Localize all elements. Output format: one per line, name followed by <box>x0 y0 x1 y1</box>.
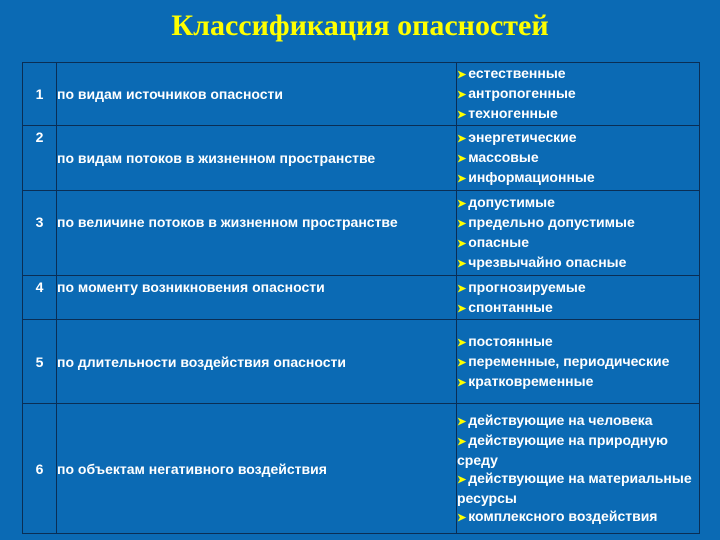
arrow-bullet-icon: ➤ <box>457 109 467 121</box>
list-item: ➤ опасные <box>457 234 529 250</box>
row-number: 5 <box>23 320 57 404</box>
row-criterion: по объектам негативного воздействия <box>57 404 457 534</box>
arrow-bullet-icon: ➤ <box>457 282 467 295</box>
row-items <box>457 126 700 191</box>
row-criterion: по моменту возникновения опасности <box>57 276 457 320</box>
table-row <box>23 63 700 126</box>
list-item: ➤ техногенные <box>457 105 558 121</box>
arrow-bullet-icon: ➤ <box>457 173 467 185</box>
row-items <box>457 404 700 534</box>
row-items <box>457 320 700 404</box>
arrow-bullet-icon: ➤ <box>457 302 467 315</box>
row-number: 3 <box>23 191 57 276</box>
list-item: ➤ предельно допустимые <box>457 214 635 230</box>
row-items <box>457 191 700 276</box>
table-row <box>23 276 700 320</box>
row-number: 2 <box>23 126 57 191</box>
arrow-bullet-icon: ➤ <box>457 376 467 389</box>
list-item: ➤ переменные, периодические <box>457 352 670 369</box>
arrow-bullet-icon: ➤ <box>457 133 467 145</box>
list-item: ➤ энергетические <box>457 129 577 145</box>
arrow-bullet-icon: ➤ <box>457 356 467 369</box>
table-row <box>23 404 700 534</box>
list-item: ➤ массовые <box>457 149 539 165</box>
list-item: ➤ постоянные <box>457 332 553 349</box>
row-number: 6 <box>23 404 57 534</box>
page-title: Классификация опасностей <box>171 9 549 42</box>
row-criterion: по видам потоков в жизненном пространстве <box>57 126 457 191</box>
list-item: ➤ допустимые <box>457 194 555 210</box>
arrow-bullet-icon: ➤ <box>457 336 467 349</box>
arrow-bullet-icon: ➤ <box>457 511 467 524</box>
list-item: ➤ естественные <box>457 65 566 81</box>
classification-table <box>22 62 700 534</box>
row-criterion: по длительности воздействия опасности <box>57 320 457 404</box>
list-item: ➤ комплексного воздействия <box>457 507 658 524</box>
arrow-bullet-icon: ➤ <box>457 473 467 486</box>
row-criterion: по видам источников опасности <box>57 63 457 126</box>
list-item: ➤ антропогенные <box>457 85 576 101</box>
arrow-bullet-icon: ➤ <box>457 153 467 165</box>
list-item: ➤ чрезвычайно опасные <box>457 254 627 270</box>
list-item: ➤ действующие на природную среду <box>457 431 668 468</box>
list-item: ➤ действующие на человека <box>457 411 653 428</box>
arrow-bullet-icon: ➤ <box>457 435 467 448</box>
table-row <box>23 191 700 276</box>
row-number: 1 <box>23 63 57 126</box>
list-item: ➤ спонтанные <box>457 298 553 315</box>
arrow-bullet-icon: ➤ <box>457 89 467 101</box>
arrow-bullet-icon: ➤ <box>457 415 467 428</box>
list-item: ➤ прогнозируемые <box>457 278 586 295</box>
row-items <box>457 63 700 126</box>
arrow-bullet-icon: ➤ <box>457 69 467 81</box>
table-row <box>23 126 700 191</box>
arrow-bullet-icon: ➤ <box>457 218 467 230</box>
table-row <box>23 320 700 404</box>
list-item: ➤ информационные <box>457 169 595 185</box>
list-item: ➤ действующие на материальные ресурсы <box>457 469 692 506</box>
arrow-bullet-icon: ➤ <box>457 198 467 210</box>
arrow-bullet-icon: ➤ <box>457 258 467 270</box>
list-item: ➤ кратковременные <box>457 372 594 389</box>
arrow-bullet-icon: ➤ <box>457 238 467 250</box>
row-items <box>457 276 700 320</box>
row-number: 4 <box>23 276 57 320</box>
row-criterion: по величине потоков в жизненном пространстве <box>57 191 457 276</box>
